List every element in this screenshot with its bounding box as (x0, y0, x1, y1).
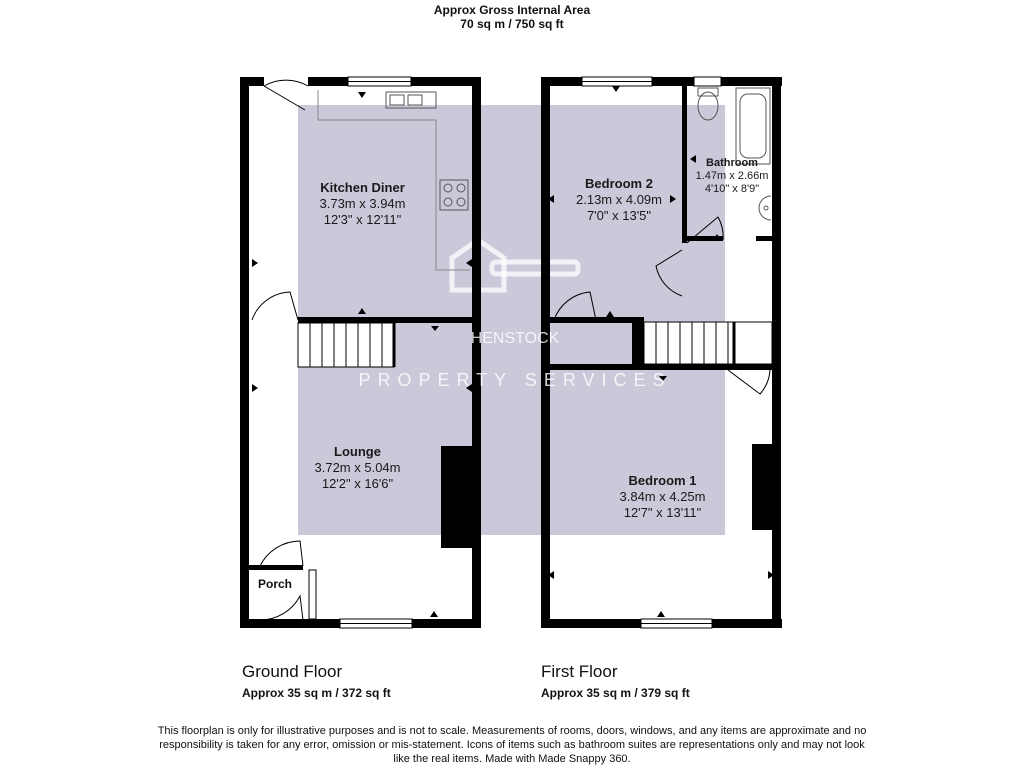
room-name: Bedroom 1 (628, 473, 697, 488)
porch-wall (249, 565, 303, 570)
disclaimer: This floorplan is only for illustrative purposes and is not to scale. Measurements of rooms, doors, windows, and any items are approximate and no responsibility is taken for any error, omission or mis-statement. Icons of items such as bathroom suites are representations only and may not look like the real items. Made with Made Snappy 360. (157, 725, 867, 765)
first-floor-title: First Floor (541, 662, 618, 681)
room-porch: Porch (258, 577, 293, 591)
room-name: Lounge (334, 444, 381, 459)
watermark-name: HENSTOCK (470, 330, 560, 347)
room-imperial: 12'2" x 16'6" (321, 476, 394, 491)
room-bathroom (690, 157, 774, 196)
first-floor-area: Approx 35 sq m / 379 sq ft (541, 686, 690, 700)
room-metric: 3.72m x 5.04m (314, 460, 401, 475)
room-kitchen-diner (300, 180, 425, 228)
area-total: 70 sq m / 750 sq ft (460, 17, 564, 31)
ground-floor-area: Approx 35 sq m / 372 sq ft (242, 686, 391, 700)
room-metric: 3.73m x 3.94m (319, 196, 406, 211)
room-metric: 2.13m x 4.09m (576, 192, 662, 207)
room-bedroom-1 (600, 473, 725, 521)
room-bedroom-2 (560, 176, 678, 224)
area-title: Approx Gross Internal Area (433, 3, 591, 17)
room-metric: 3.84m x 4.25m (619, 489, 706, 504)
room-imperial: 7'0" x 13'5" (586, 208, 652, 223)
room-name: Kitchen Diner (320, 180, 405, 195)
watermark-tagline: PROPERTY SERVICES (358, 370, 672, 390)
room-name: Bedroom 2 (585, 176, 653, 191)
room-imperial: 12'3" x 12'11" (323, 212, 402, 227)
ground-floor-title: Ground Floor (242, 662, 343, 681)
room-imperial: 12'7" x 13'11" (623, 505, 702, 520)
room-lounge (295, 444, 420, 492)
room-metric: 1.47m x 2.66m (695, 170, 769, 182)
room-name: Bathroom (706, 157, 758, 169)
room-imperial: 4'10" x 8'9" (704, 183, 760, 195)
